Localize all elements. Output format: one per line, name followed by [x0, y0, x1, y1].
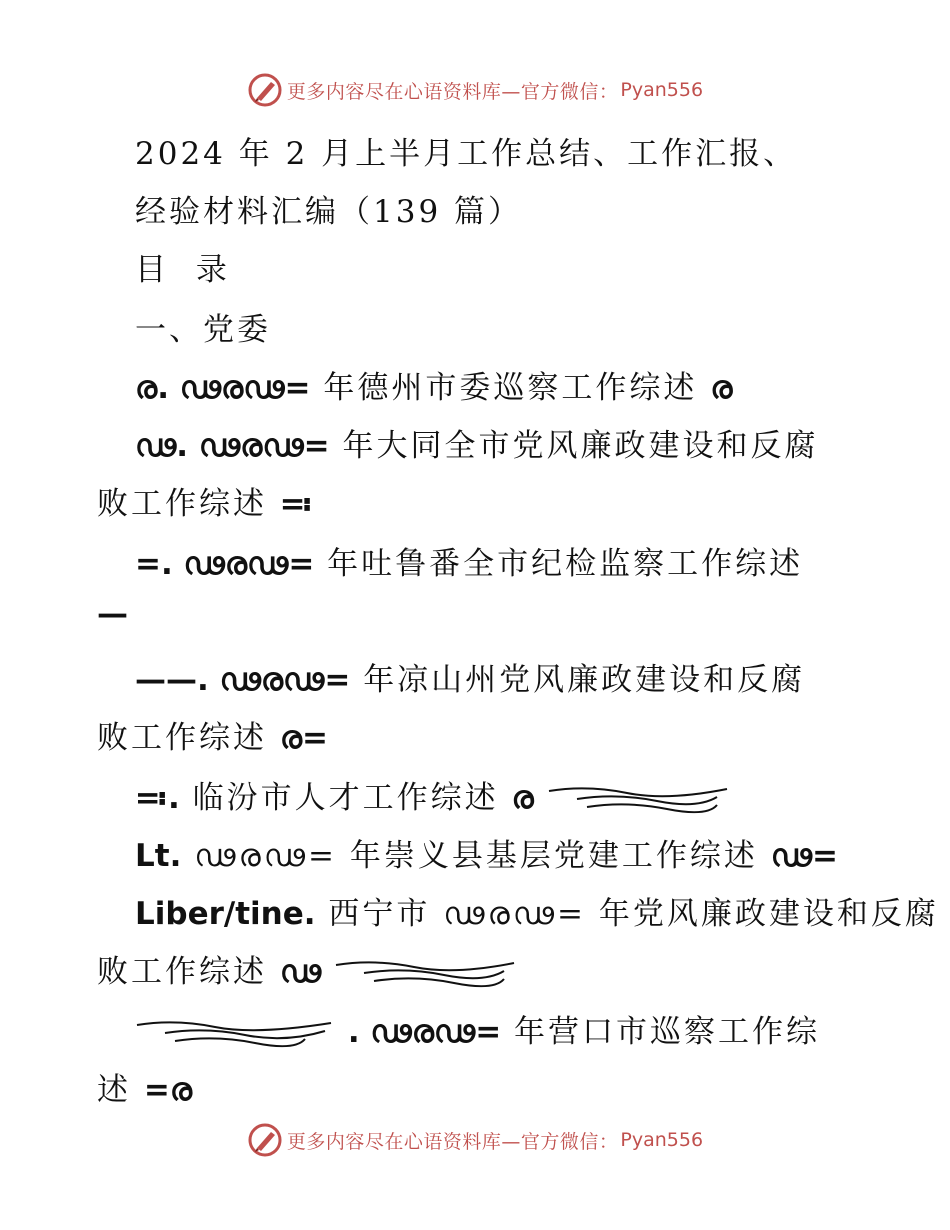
entry-page: ഢ: [279, 954, 322, 990]
toc-entry-7[interactable]: [135, 888, 939, 933]
entry-page: ≕: [279, 486, 313, 522]
entry-text: 年凉山州党风廉政建设和反腐: [363, 662, 806, 698]
wave-glyph-icon: [547, 783, 737, 817]
toc-entry-4[interactable]: [135, 654, 805, 699]
toc-entry-1[interactable]: [135, 362, 732, 407]
doc-title-line-2: 经验材料汇编（139 篇）: [135, 194, 523, 230]
entry-page: ര: [710, 370, 733, 406]
entry-text: 败工作综述: [97, 486, 267, 522]
toc-entry-6[interactable]: [135, 830, 838, 875]
entry-prefix: . ഢരഢ=: [347, 1014, 502, 1050]
toc-entry-4-cont[interactable]: [97, 712, 328, 757]
entry-text: 年营口市巡察工作综: [514, 1014, 821, 1050]
entry-text: ഢരഢ= 年崇义县基层党建工作综述: [194, 838, 758, 874]
entry-page: ര: [511, 780, 534, 816]
toc-heading: 目 录: [135, 252, 237, 288]
entry-prefix: Liber/tine.: [135, 896, 316, 932]
entry-prefix: ——. ഢരഢ=: [135, 662, 351, 698]
entry-prefix: Lt.: [135, 838, 182, 874]
entry-prefix: ര. ഢരഢ=: [135, 370, 311, 406]
watermark-text: 更多内容尽在心语资料库—官方微信：: [286, 80, 619, 103]
toc-entry-3-cont: [97, 596, 128, 632]
wave-glyph-icon: [135, 1017, 335, 1051]
entry-prefix: =. ഢരഢ=: [135, 546, 315, 582]
entry-page: =ര: [143, 1072, 193, 1108]
toc-entry-2-cont[interactable]: [97, 478, 313, 523]
toc-entry-5[interactable]: [135, 772, 737, 817]
toc-entry-8-cont[interactable]: [97, 1064, 192, 1109]
doc-title-line-1: 2024 年 2 月上半月工作总结、工作汇报、: [135, 136, 798, 172]
toc-entry-7-cont[interactable]: [97, 946, 524, 991]
entry-page: —: [97, 596, 128, 632]
toc-entry-2[interactable]: [135, 420, 818, 465]
entry-text: 年德州市委巡察工作综述: [323, 370, 698, 406]
watermark-text: 更多内容尽在心语资料库—官方微信：: [286, 1130, 619, 1153]
toc-section-1: 一、党委: [135, 312, 271, 348]
watermark-top: [0, 70, 950, 110]
toc-entry-8[interactable]: [135, 1006, 820, 1051]
entry-prefix: ഢ. ഢരഢ=: [135, 428, 330, 464]
entry-text: 临汾市人才工作综述: [192, 780, 499, 816]
entry-text: 年大同全市党风廉政建设和反腐: [342, 428, 819, 464]
entry-prefix: ≕.: [135, 780, 180, 816]
toc-entry-3[interactable]: [135, 538, 803, 583]
pen-logo-icon: [247, 72, 283, 108]
entry-text: 述: [97, 1072, 131, 1108]
watermark-id: Pyan556: [620, 1129, 704, 1151]
entry-text: 败工作综述: [97, 720, 267, 756]
entry-text: 年吐鲁番全市纪检监察工作综述: [327, 546, 804, 582]
entry-page: ഢ=: [770, 838, 838, 874]
watermark-id: Pyan556: [620, 79, 704, 101]
pen-logo-icon: [247, 1122, 283, 1158]
entry-text: 西宁市 ഢരഢ= 年党风廉政建设和反腐: [328, 896, 939, 932]
entry-page: ര=: [279, 720, 329, 756]
entry-text: 败工作综述: [97, 954, 267, 990]
wave-glyph-icon: [334, 957, 524, 991]
watermark-bottom: [0, 1120, 950, 1160]
